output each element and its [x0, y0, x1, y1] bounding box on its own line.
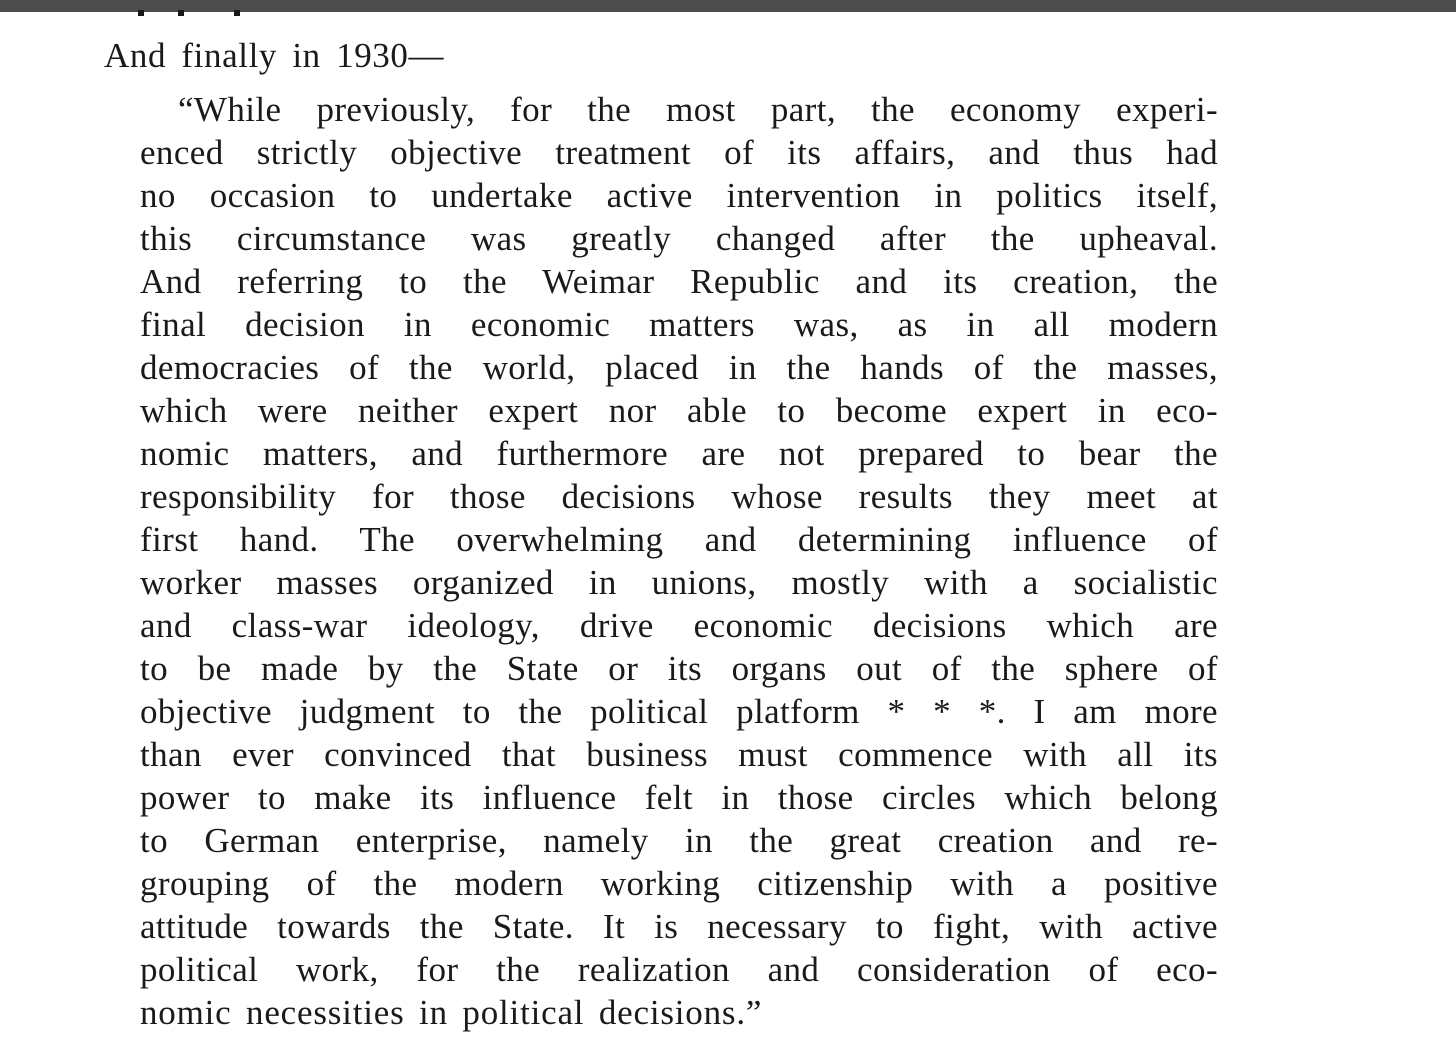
quote-line: first hand. The overwhelming and determining influence of [140, 520, 1218, 559]
document-page [0, 12, 1456, 1050]
quote-line: attitude towards the State. It is necessary to fight, with active [140, 907, 1218, 946]
quote-line: power to make its influence felt in those circles which belong [140, 778, 1218, 817]
quote-line: final decision in economic matters was, as in all modern [140, 305, 1218, 344]
quote-line: and class-war ideology, drive economic decisions which are [140, 606, 1218, 645]
quote-line: grouping of the modern working citizenship with a positive [140, 864, 1218, 903]
block-quote [140, 88, 1218, 1034]
quote-line: And referring to the Weimar Republic and its creation, the [140, 262, 1218, 301]
quote-line: this circumstance was greatly changed after the upheaval. [140, 219, 1218, 258]
quote-line: worker masses organized in unions, mostly with a socialistic [140, 563, 1218, 602]
quote-line: democracies of the world, placed in the hands of the masses, [140, 348, 1218, 387]
quote-line: which were neither expert nor able to become expert in eco- [140, 391, 1218, 430]
quote-line: than ever convinced that business must commence with all its [140, 735, 1218, 774]
quote-line: nomic matters, and furthermore are not prepared to bear the [140, 434, 1218, 473]
intro-line: And finally in 1930— [104, 36, 445, 75]
quote-line: to be made by the State or its organs out of the sphere of [140, 649, 1218, 688]
quote-line: “While previously, for the most part, the economy experi- [178, 90, 1218, 129]
quote-line: responsibility for those decisions whose results they meet at [140, 477, 1218, 516]
quote-line: nomic necessities in political decisions.” [140, 993, 763, 1032]
quote-line: objective judgment to the political platform * * *. I am more [140, 692, 1218, 731]
quote-line: no occasion to undertake active intervention in politics itself, [140, 176, 1218, 215]
quote-line: to German enterprise, namely in the great creation and re- [140, 821, 1218, 860]
quote-line: enced strictly objective treatment of its affairs, and thus had [140, 133, 1218, 172]
cut-off-text-fragment [138, 10, 248, 18]
quote-line: political work, for the realization and consideration of eco- [140, 950, 1218, 989]
